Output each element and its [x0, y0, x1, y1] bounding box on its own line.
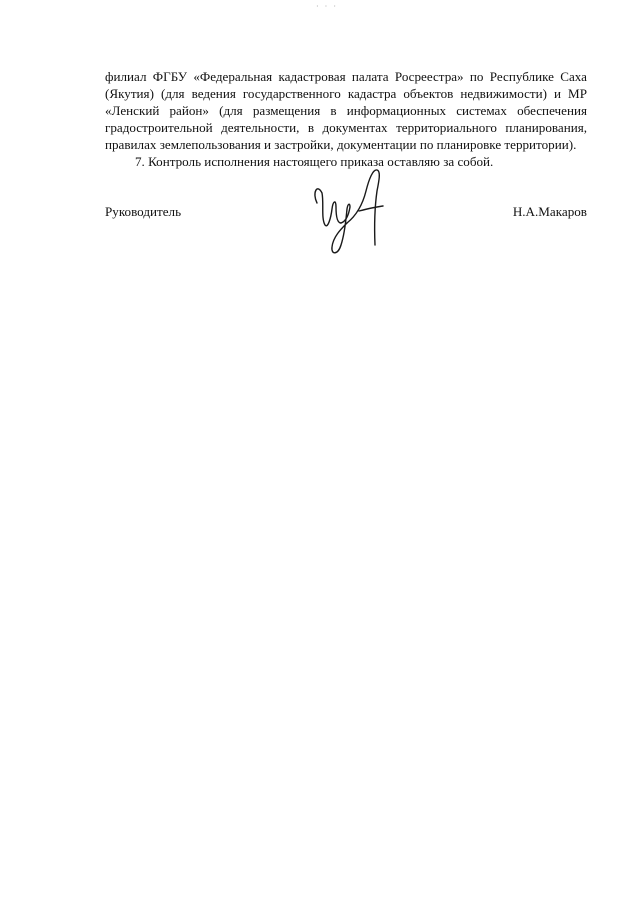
paragraph-7: 7. Контроль исполнения настоящего приказа оставляю за собой. — [135, 154, 494, 169]
scan-artifact-dots: · · · — [316, 2, 338, 11]
paragraph-continuation: филиал ФГБУ «Федеральная кадастровая палата Росреестра» по Республике Саха (Якутия) (для ведения государственного кадастра объектов недвижимости) и МР «Ленский район» (для размещения в информационных системах обеспечения градостроительной деятельности, в документах территориального планирования, правилах землепользования и застройки, документации по планировке территории). — [105, 69, 587, 152]
document-body — [105, 68, 587, 170]
signatory-name: Н.А.Макаров — [512, 204, 587, 219]
handwritten-signature — [303, 163, 393, 258]
signatory-role: Руководитель — [105, 204, 182, 219]
